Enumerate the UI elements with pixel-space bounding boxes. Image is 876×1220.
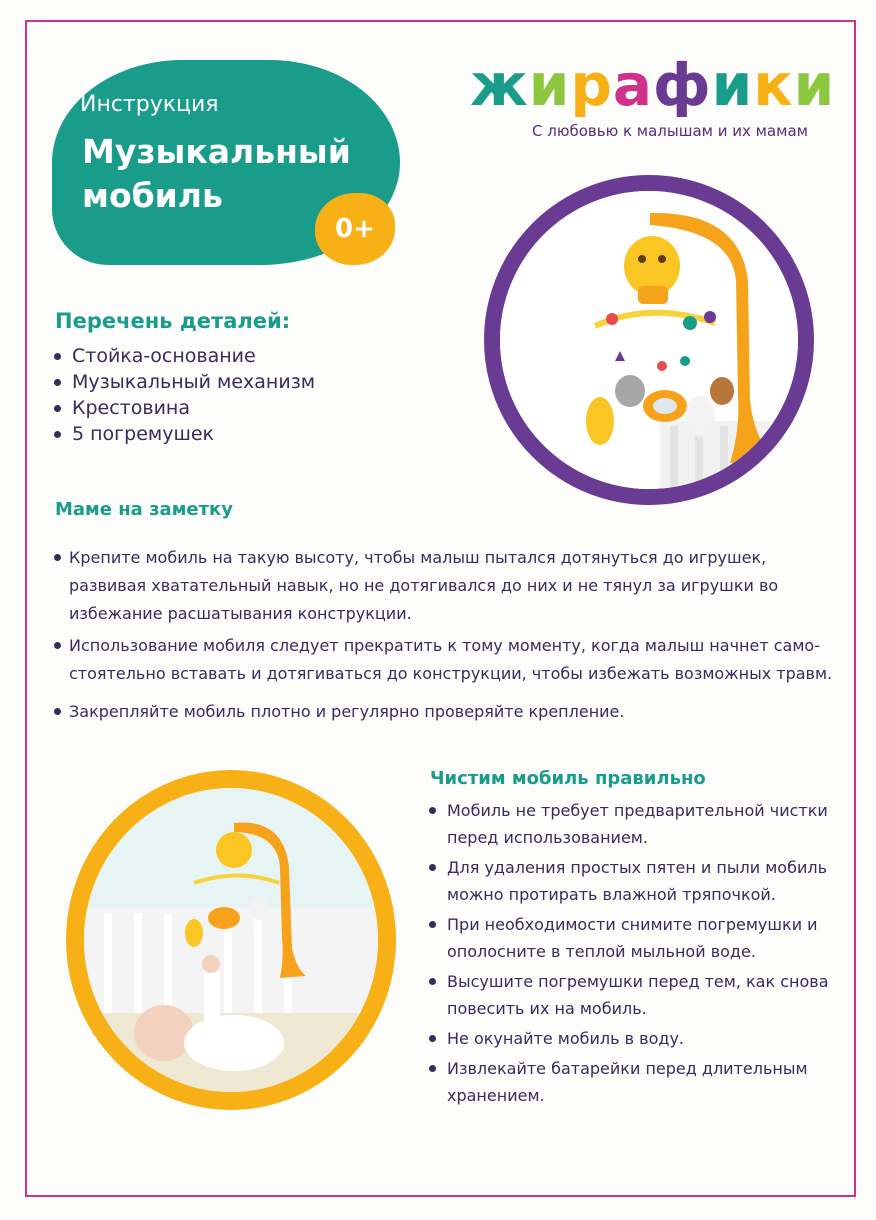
cleaning-list bbox=[427, 797, 847, 1112]
notes-heading: Маме на заметку bbox=[55, 499, 234, 520]
list-item: При необходимости снимите погремушки и ополосните в теплой мыльной воде. bbox=[427, 911, 847, 965]
list-item: Использование мобиля следует прекратить к тому моменту, когда малыш начнет само-стоятельно вставать и дотягиваться до конструкции, чтобы избежать возможных травм. bbox=[52, 632, 842, 688]
list-item: Стойка-основание bbox=[52, 343, 315, 369]
list-item: Крепите мобиль на такую высоту, чтобы малыш пытался дотянуться до игрушек, развивая хватательный навык, но не дотягивался до них и не тянул за игрушки во избежание расшатывания конструкции. bbox=[52, 544, 842, 628]
list-item: Закрепляйте мобиль плотно и регулярно проверяйте крепление. bbox=[52, 698, 842, 726]
age-badge: 0+ bbox=[315, 193, 395, 265]
list-item: Крестовина bbox=[52, 395, 315, 421]
brand-logo: жирафики bbox=[470, 51, 836, 119]
list-item: Для удаления простых пятен и пыли мобиль можно протирать влажной тряпочкой. bbox=[427, 854, 847, 908]
page-title: Музыкальный мобиль bbox=[82, 132, 351, 215]
list-item: Не окунайте мобиль в воду. bbox=[427, 1025, 847, 1052]
list-item: Музыкальный механизм bbox=[52, 369, 315, 395]
parts-list bbox=[52, 343, 315, 447]
cleaning-heading: Чистим мобиль правильно bbox=[430, 768, 706, 789]
parts-heading: Перечень деталей: bbox=[55, 309, 291, 333]
list-item: 5 погремушек bbox=[52, 421, 315, 447]
header-subtitle: Инструкция bbox=[80, 92, 219, 117]
brand-tagline: С любовью к малышам и их мамам bbox=[532, 122, 808, 140]
baby-photo bbox=[66, 770, 396, 1110]
list-item: Извлекайте батарейки перед длительным хранением. bbox=[427, 1055, 847, 1109]
product-photo bbox=[484, 175, 814, 505]
list-item: Высушите погремушки перед тем, как снова повесить их на мобиль. bbox=[427, 968, 847, 1022]
notes-list bbox=[52, 544, 842, 726]
list-item: Мобиль не требует предварительной чистки перед использованием. bbox=[427, 797, 847, 851]
